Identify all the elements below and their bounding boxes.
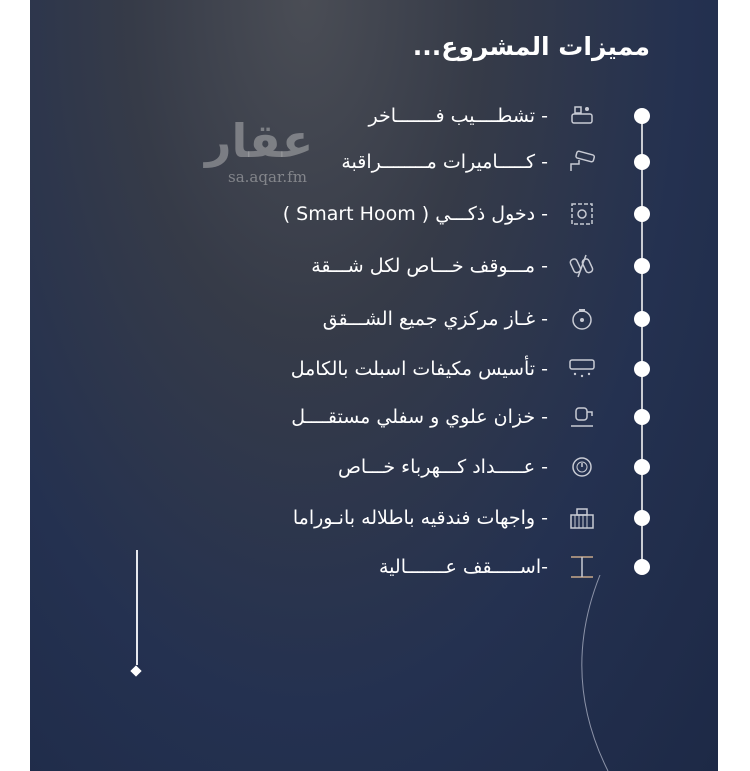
timeline-dot (634, 154, 650, 170)
feature-item (0, 199, 750, 229)
feature-label: - مـــوقف خـــاص لكل شـــقة (311, 255, 548, 277)
page-title: مميزات المشروع... (412, 32, 650, 61)
feature-item (0, 503, 750, 533)
electric-meter-icon (567, 454, 597, 480)
smart-home-icon (567, 201, 597, 227)
feature-label: -اســـــقف عـــــــالية (378, 556, 548, 578)
timeline-dot (634, 361, 650, 377)
feature-label: - خزان علوي و سفلي مستقــــل (291, 406, 548, 428)
feature-item (0, 304, 750, 334)
feature-item (0, 552, 750, 582)
timeline-dot (634, 311, 650, 327)
feature-label: - كـــــاميرات مــــــــراقبة (341, 151, 548, 173)
decorative-arc (560, 575, 620, 771)
timeline-dot (634, 206, 650, 222)
feature-item (0, 402, 750, 432)
timeline-dot (634, 559, 650, 575)
timeline-dot (634, 459, 650, 475)
building-facade-icon (567, 505, 597, 531)
feature-label: - تشطــــيب فـــــــاخر (368, 105, 548, 127)
feature-label: - غـاز مركزي جميع الشـــقق (322, 308, 548, 330)
feature-item (0, 452, 750, 482)
timeline-dot (634, 258, 650, 274)
furniture-icon (567, 103, 597, 129)
security-camera-icon (567, 149, 597, 175)
feature-label: - دخول ذكـــي ( Smart Hoom ) (282, 203, 548, 225)
gas-icon (567, 306, 597, 332)
decorative-line (136, 550, 138, 665)
watermark-logo: عقار (205, 114, 314, 168)
parking-icon (567, 253, 597, 279)
feature-item (0, 251, 750, 281)
timeline-dot (634, 510, 650, 526)
feature-item (0, 147, 750, 177)
feature-label: - عـــــداد كـــهرباء خـــاص (337, 456, 548, 478)
timeline-line (641, 116, 643, 567)
air-conditioner-icon (567, 356, 597, 382)
feature-label: - تأسيس مكيفات اسبلت بالكامل (290, 358, 548, 380)
feature-item (0, 354, 750, 384)
feature-item (0, 101, 750, 131)
water-tank-icon (567, 404, 597, 430)
timeline-dot (634, 409, 650, 425)
watermark-url: sa.aqar.fm (228, 168, 307, 186)
timeline-dot (634, 108, 650, 124)
feature-label: - واجهات فندقيه باطلاله بانـوراما (292, 507, 548, 529)
